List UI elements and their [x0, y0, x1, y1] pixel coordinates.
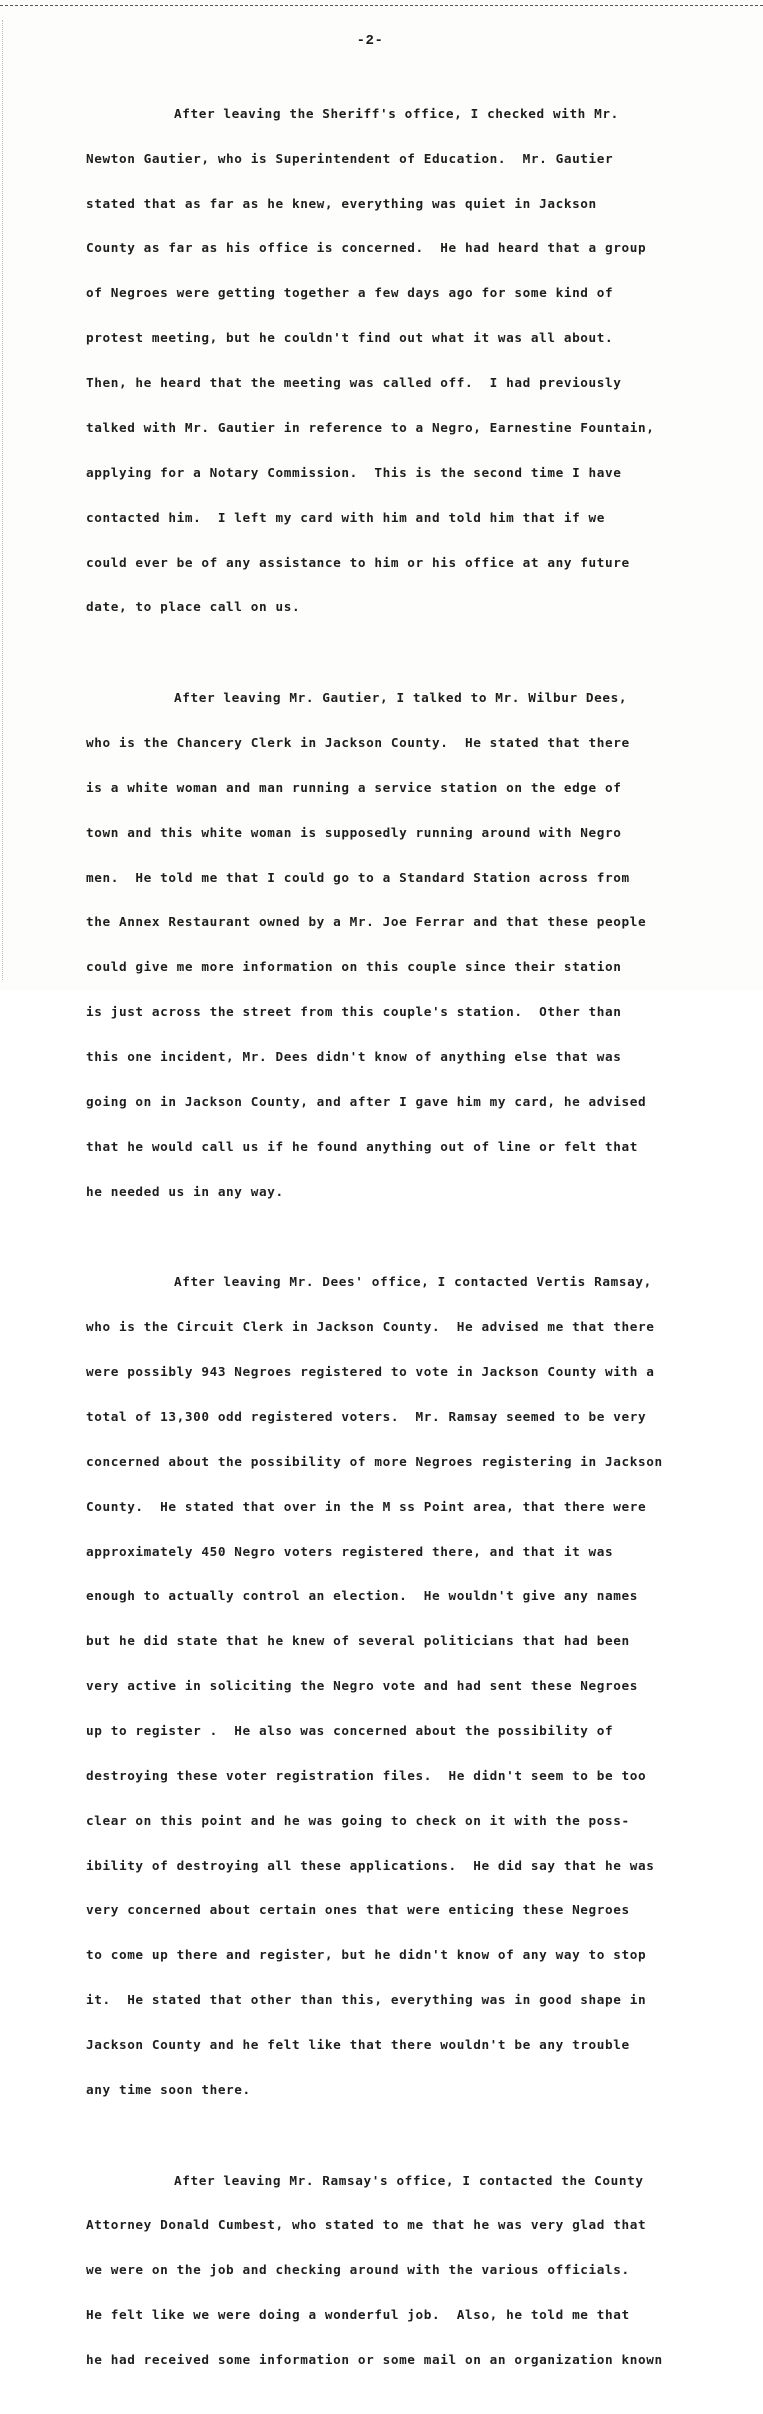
text-line: approximately 450 Negro voters registered there, and that it was	[86, 1543, 614, 1559]
text-line: up to register . He also was concerned about the possibility of	[86, 1722, 614, 1738]
text-line: He felt like we were doing a wonderful job. Also, he told me that	[86, 2307, 630, 2323]
text-line: could ever be of any assistance to him or his office at any future	[86, 554, 630, 570]
text-line: Newton Gautier, who is Superintendent of Education. Mr. Gautier	[86, 150, 614, 166]
text-line: applying for a Notary Commission. This is the second time I have	[86, 464, 622, 480]
paragraph-dees	[86, 661, 726, 1229]
paragraph-cumbest	[86, 2144, 726, 2398]
text-line: Jackson County and he felt like that there wouldn't be any trouble	[86, 2036, 630, 2052]
text-line: concerned about the possibility of more Negroes registering in Jackson	[86, 1453, 663, 1469]
paragraph-ramsay	[86, 1245, 726, 2127]
text-line: Then, he heard that the meeting was called off. I had previously	[86, 375, 622, 391]
text-line: After leaving Mr. Dees' office, I contacted Vertis Ramsay,	[174, 1274, 652, 1290]
text-line: very active in soliciting the Negro vote and had sent these Negroes	[86, 1678, 638, 1694]
text-line: County as far as his office is concerned. He had heard that a group	[86, 240, 647, 256]
text-line: who is the Circuit Clerk in Jackson County. He advised me that there	[86, 1319, 655, 1335]
text-line: is just across the street from this couple's station. Other than	[86, 1004, 622, 1020]
top-rule	[0, 5, 763, 6]
text-line: very concerned about certain ones that were enticing these Negroes	[86, 1902, 630, 1918]
text-line: After leaving Mr. Gautier, I talked to Mr. Wilbur Dees,	[174, 690, 628, 706]
text-line: but he did state that he knew of several politicians that had been	[86, 1633, 630, 1649]
text-line: who is the Chancery Clerk in Jackson County. He stated that there	[86, 734, 630, 750]
text-line: contacted him. I left my card with him and told him that if we	[86, 509, 606, 525]
text-line: he needed us in any way.	[86, 1183, 284, 1199]
text-line: it. He stated that other than this, everything was in good shape in	[86, 1992, 647, 2008]
text-line: any time soon there.	[86, 2081, 251, 2097]
text-line: this one incident, Mr. Dees didn't know of anything else that was	[86, 1049, 622, 1064]
text-line: After leaving the Sheriff's office, I checked with Mr.	[174, 105, 619, 121]
text-line: County. He stated that over in the M ss Point area, that there were	[86, 1498, 647, 1514]
text-line: going on in Jackson County, and after I gave him my card, he advised	[86, 1093, 647, 1109]
text-line: After leaving Mr. Ramsay's office, I contacted the County	[174, 2172, 644, 2188]
text-line: ibility of destroying all these applications. He did say that he was	[86, 1857, 655, 1873]
text-line: enough to actually control an election. He wouldn't give any names	[86, 1588, 638, 1604]
text-line: talked with Mr. Gautier in reference to a Negro, Earnestine Fountain,	[86, 419, 655, 435]
text-line: he had received some information or some mail on an organization known	[86, 2352, 663, 2368]
text-line: destroying these voter registration files. He didn't seem to be too	[86, 1767, 647, 1783]
paragraph-gautier	[86, 77, 726, 645]
text-line: stated that as far as he knew, everything was quiet in Jackson	[86, 195, 597, 211]
document-body	[86, 77, 726, 2414]
text-line: could give me more information on this couple since their station	[86, 959, 622, 975]
text-line: is a white woman and man running a service station on the edge of	[86, 779, 622, 795]
text-line: Attorney Donald Cumbest, who stated to me that he was very glad that	[86, 2217, 647, 2233]
text-line: we were on the job and checking around with the various officials.	[86, 2262, 630, 2278]
text-line: of Negroes were getting together a few days ago for some kind of	[86, 285, 614, 301]
page-edge	[2, 20, 3, 980]
text-line: to come up there and register, but he didn't know of any way to stop	[86, 1947, 647, 1963]
text-line: that he would call us if he found anything out of line or felt that	[86, 1138, 638, 1154]
text-line: town and this white woman is supposedly running around with Negro	[86, 824, 622, 840]
text-line: total of 13,300 odd registered voters. Mr. Ramsay seemed to be very	[86, 1408, 647, 1424]
text-line: protest meeting, but he couldn't find out what it was all about.	[86, 330, 614, 346]
text-line: were possibly 943 Negroes registered to vote in Jackson County with a	[86, 1364, 655, 1380]
text-line: the Annex Restaurant owned by a Mr. Joe Ferrar and that these people	[86, 914, 647, 930]
text-line: clear on this point and he was going to check on it with the poss-	[86, 1812, 630, 1828]
page-number: -2-	[356, 33, 384, 49]
text-line: men. He told me that I could go to a Standard Station across from	[86, 869, 630, 885]
text-line: date, to place call on us.	[86, 599, 301, 615]
